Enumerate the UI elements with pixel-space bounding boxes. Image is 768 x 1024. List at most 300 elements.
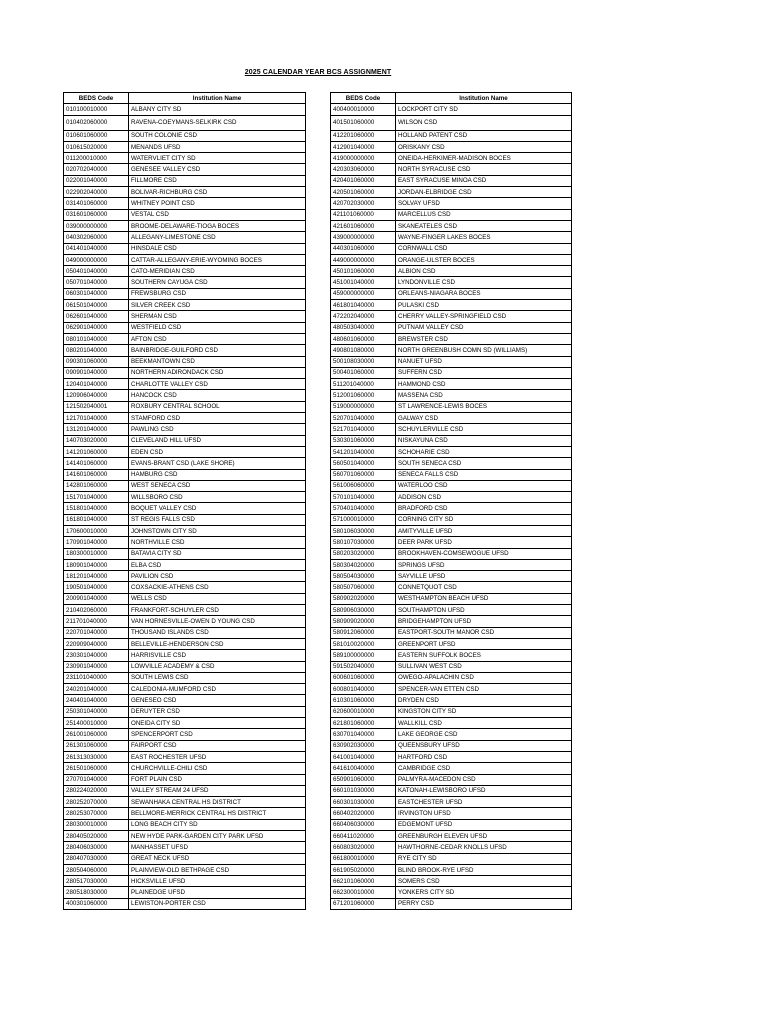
institution-name-cell: DEER PARK UFSD [396, 537, 572, 548]
institution-name-cell: VESTAL CSD [129, 209, 306, 220]
table-row [64, 627, 306, 638]
table-row [64, 831, 306, 842]
table-row [331, 153, 572, 164]
beds-code-cell: 181201040000 [64, 571, 129, 582]
institution-name-cell: HINSDALE CSD [129, 243, 306, 254]
table-row [64, 751, 306, 762]
beds-code-cell: 240401040000 [64, 695, 129, 706]
table-row [331, 582, 572, 593]
beds-code-cell: 661905020000 [331, 864, 396, 875]
beds-code-cell: 591502040000 [331, 661, 396, 672]
beds-code-cell: 420401060000 [331, 175, 396, 186]
table-row [331, 718, 572, 729]
table-row [64, 277, 306, 288]
beds-code-cell: 580203020000 [331, 548, 396, 559]
beds-code-cell: 630701040000 [331, 729, 396, 740]
institution-name-cell: LAKE GEORGE CSD [396, 729, 572, 740]
table-row [64, 593, 306, 604]
beds-code-cell: 480601060000 [331, 333, 396, 344]
institution-name-cell: SOUTH LEWIS CSD [129, 672, 306, 683]
beds-code-cell: 050401040000 [64, 266, 129, 277]
institution-name-cell: EASTERN SUFFOLK BOCES [396, 650, 572, 661]
beds-code-cell: 412201060000 [331, 130, 396, 141]
beds-code-cell: 580504030000 [331, 571, 396, 582]
institution-name-cell: HARTFORD CSD [396, 751, 572, 762]
table-row [64, 469, 306, 480]
bcs-table-left [63, 92, 306, 910]
beds-code-cell: 280253070000 [64, 808, 129, 819]
table-row [64, 808, 306, 819]
beds-code-cell: 280252070000 [64, 797, 129, 808]
beds-code-cell: 662300010000 [331, 887, 396, 898]
table-row [331, 842, 572, 853]
institution-name-cell: SUFFERN CSD [396, 367, 572, 378]
table-row [64, 887, 306, 898]
beds-code-cell: 230901040000 [64, 661, 129, 672]
table-row [331, 559, 572, 570]
beds-code-cell: 570401040000 [331, 503, 396, 514]
institution-name-cell: WATERLOO CSD [396, 480, 572, 491]
institution-name-cell: ORISKANY CSD [396, 141, 572, 152]
beds-code-cell: 022001040000 [64, 175, 129, 186]
beds-code-cell: 151801040000 [64, 503, 129, 514]
table-row [64, 559, 306, 570]
institution-name-cell: WILLSBORO CSD [129, 492, 306, 503]
table-row [64, 864, 306, 875]
institution-name-cell: CHERRY VALLEY-SPRINGFIELD CSD [396, 311, 572, 322]
beds-code-cell: 570101040000 [331, 492, 396, 503]
table-row [331, 650, 572, 661]
institution-name-cell: FILLMORE CSD [129, 175, 306, 186]
institution-name-cell: CORNING CITY SD [396, 514, 572, 525]
institution-name-cell: SOUTH COLONIE CSD [129, 130, 306, 141]
beds-code-cell: 261313030000 [64, 751, 129, 762]
institution-name-cell: LYNDONVILLE CSD [396, 277, 572, 288]
table-row [64, 164, 306, 175]
beds-code-cell: 090301060000 [64, 356, 129, 367]
beds-code-cell: 660101030000 [331, 785, 396, 796]
table-row [64, 333, 306, 344]
table-row [64, 153, 306, 164]
institution-name-cell: FRANKFORT-SCHUYLER CSD [129, 605, 306, 616]
table-row [64, 480, 306, 491]
table-row [331, 220, 572, 231]
beds-code-cell: 421101060000 [331, 209, 396, 220]
table-row [331, 672, 572, 683]
table-row [331, 458, 572, 469]
table-row [331, 187, 572, 198]
beds-code-cell: 581010020000 [331, 638, 396, 649]
beds-code-cell: 031601060000 [64, 209, 129, 220]
table-row [64, 661, 306, 672]
table-row [64, 605, 306, 616]
institution-name-cell: WESTFIELD CSD [129, 322, 306, 333]
table-row [64, 785, 306, 796]
institution-name-cell: GALWAY CSD [396, 413, 572, 424]
institution-name-cell: SEWANHAKA CENTRAL HS DISTRICT [129, 797, 306, 808]
table-row [64, 424, 306, 435]
table-row [331, 751, 572, 762]
institution-name-cell: ROXBURY CENTRAL SCHOOL [129, 401, 306, 412]
institution-name-cell: WHITNEY POINT CSD [129, 198, 306, 209]
beds-code-cell: 419000000000 [331, 153, 396, 164]
institution-name-cell: LEWISTON-PORTER CSD [129, 898, 306, 909]
institution-name-cell: ONEIDA-HERKIMER-MADISON BOCES [396, 153, 572, 164]
table-row [64, 898, 306, 909]
beds-code-cell: 421601060000 [331, 220, 396, 231]
institution-name-cell: SAYVILLE UFSD [396, 571, 572, 582]
institution-name-cell: PALMYRA-MACEDON CSD [396, 774, 572, 785]
institution-name-cell: SULLIVAN WEST CSD [396, 661, 572, 672]
institution-name-cell: PUTNAM VALLEY CSD [396, 322, 572, 333]
institution-name-cell: WILSON CSD [396, 115, 572, 130]
table-row [64, 266, 306, 277]
institution-name-cell: RYE CITY SD [396, 853, 572, 864]
table-row [331, 503, 572, 514]
institution-name-cell: WEST SENECA CSD [129, 480, 306, 491]
beds-code-cell: 062901040000 [64, 322, 129, 333]
beds-code-cell: 580902020000 [331, 593, 396, 604]
institution-name-cell: DRYDEN CSD [396, 695, 572, 706]
institution-name-cell: CONNETQUOT CSD [396, 582, 572, 593]
beds-code-cell: 420501060000 [331, 187, 396, 198]
institution-name-cell: EDGEMONT UFSD [396, 819, 572, 830]
beds-code-cell: 650901060000 [331, 774, 396, 785]
table-row [64, 254, 306, 265]
institution-name-cell: CAMBRIDGE CSD [396, 763, 572, 774]
beds-code-cell: 121502040001 [64, 401, 129, 412]
table-row [64, 876, 306, 887]
institution-name-cell: NORTH SYRACUSE CSD [396, 164, 572, 175]
beds-code-cell: 400301060000 [64, 898, 129, 909]
header-beds-code: BEDS Code [331, 93, 396, 104]
institution-name-cell: ONEIDA CITY SD [129, 718, 306, 729]
beds-code-cell: 270701040000 [64, 774, 129, 785]
table-row [331, 379, 572, 390]
beds-code-cell: 580106030000 [331, 525, 396, 536]
beds-code-cell: 580909020000 [331, 616, 396, 627]
table-row [331, 345, 572, 356]
institution-name-cell: WELLS CSD [129, 593, 306, 604]
institution-name-cell: ALLEGANY-LIMESTONE CSD [129, 232, 306, 243]
table-row [331, 616, 572, 627]
institution-name-cell: ORANGE-ULSTER BOCES [396, 254, 572, 265]
table-row [331, 333, 572, 344]
beds-code-cell: 080201040000 [64, 345, 129, 356]
table-row [64, 115, 306, 130]
institution-name-cell: KINGSTON CITY SD [396, 706, 572, 717]
header-institution-name: Institution Name [129, 93, 306, 104]
beds-code-cell: 062601040000 [64, 311, 129, 322]
beds-code-cell: 040302060000 [64, 232, 129, 243]
institution-name-cell: SHERMAN CSD [129, 311, 306, 322]
table-row [331, 356, 572, 367]
institution-name-cell: PLAINEDGE UFSD [129, 887, 306, 898]
institution-name-cell: HICKSVILLE UFSD [129, 876, 306, 887]
beds-code-cell: 511201040000 [331, 379, 396, 390]
table-row [331, 367, 572, 378]
institution-name-cell: NANUET UFSD [396, 356, 572, 367]
institution-name-cell: SOUTHAMPTON UFSD [396, 605, 572, 616]
table-row [331, 785, 572, 796]
institution-name-cell: ADDISON CSD [396, 492, 572, 503]
table-row [331, 605, 572, 616]
beds-code-cell: 061501040000 [64, 300, 129, 311]
beds-code-cell: 180901040000 [64, 559, 129, 570]
table-row [331, 661, 572, 672]
table-row [331, 887, 572, 898]
table-row [64, 175, 306, 186]
beds-code-cell: 660402020000 [331, 808, 396, 819]
beds-code-cell: 031401060000 [64, 198, 129, 209]
table-row [64, 390, 306, 401]
table-row [64, 819, 306, 830]
table-row [64, 187, 306, 198]
table-row [64, 853, 306, 864]
institution-name-cell: DERUYTER CSD [129, 706, 306, 717]
institution-name-cell: IRVINGTON UFSD [396, 808, 572, 819]
institution-name-cell: ORLEANS-NIAGARA BOCES [396, 288, 572, 299]
table-row [64, 288, 306, 299]
institution-name-cell: BREWSTER CSD [396, 333, 572, 344]
table-row [331, 141, 572, 152]
beds-code-cell: 630902030000 [331, 740, 396, 751]
beds-code-cell: 451001040000 [331, 277, 396, 288]
table-row [331, 593, 572, 604]
beds-code-cell: 010601060000 [64, 130, 129, 141]
table-row [64, 537, 306, 548]
beds-code-cell: 251400010000 [64, 718, 129, 729]
institution-name-cell: VALLEY STREAM 24 UFSD [129, 785, 306, 796]
institution-name-cell: MANHASSET UFSD [129, 842, 306, 853]
table-row [331, 243, 572, 254]
beds-code-cell: 142801060000 [64, 480, 129, 491]
table-row [331, 684, 572, 695]
beds-code-cell: 660301030000 [331, 797, 396, 808]
institution-name-cell: SOUTH SENECA CSD [396, 458, 572, 469]
table-row [331, 300, 572, 311]
table-row [331, 729, 572, 740]
institution-name-cell: EAST SYRACUSE MINOA CSD [396, 175, 572, 186]
institution-name-cell: BELLMORE-MERRICK CENTRAL HS DISTRICT [129, 808, 306, 819]
institution-name-cell: FORT PLAIN CSD [129, 774, 306, 785]
institution-name-cell: PERRY CSD [396, 898, 572, 909]
table-row [64, 503, 306, 514]
institution-name-cell: PLAINVIEW-OLD BETHPAGE CSD [129, 864, 306, 875]
beds-code-cell: 170600010000 [64, 525, 129, 536]
beds-code-cell: 660406030000 [331, 819, 396, 830]
table-row [331, 104, 572, 115]
table-row [331, 819, 572, 830]
table-row [331, 774, 572, 785]
institution-name-cell: BELLEVILLE-HENDERSON CSD [129, 638, 306, 649]
table-row [331, 198, 572, 209]
beds-code-cell: 521701040000 [331, 424, 396, 435]
institution-name-cell: HANCOCK CSD [129, 390, 306, 401]
beds-code-cell: 161801040000 [64, 514, 129, 525]
institution-name-cell: CHARLOTTE VALLEY CSD [129, 379, 306, 390]
table-row [331, 740, 572, 751]
institution-name-cell: NISKAYUNA CSD [396, 435, 572, 446]
institution-name-cell: MENANDS UFSD [129, 141, 306, 152]
table-row [64, 209, 306, 220]
beds-code-cell: 120906040000 [64, 390, 129, 401]
beds-code-cell: 662101060000 [331, 876, 396, 887]
table-row [64, 706, 306, 717]
beds-code-cell: 530301060000 [331, 435, 396, 446]
beds-code-cell: 280405020000 [64, 831, 129, 842]
table-row [64, 345, 306, 356]
beds-code-cell: 230301040000 [64, 650, 129, 661]
table-row [64, 458, 306, 469]
institution-name-cell: SKANEATELES CSD [396, 220, 572, 231]
table-row [331, 480, 572, 491]
institution-name-cell: ELBA CSD [129, 559, 306, 570]
institution-name-cell: BOQUET VALLEY CSD [129, 503, 306, 514]
table-row [64, 232, 306, 243]
beds-code-cell: 280407030000 [64, 853, 129, 864]
table-row [64, 797, 306, 808]
table-row [331, 763, 572, 774]
bcs-table-right [330, 92, 572, 910]
institution-name-cell: EASTCHESTER UFSD [396, 797, 572, 808]
table-row [331, 424, 572, 435]
institution-name-cell: BROOME-DELAWARE-TIOGA BOCES [129, 220, 306, 231]
beds-code-cell: 561006060000 [331, 480, 396, 491]
table-row [331, 277, 572, 288]
table-row [331, 876, 572, 887]
beds-code-cell: 220909040000 [64, 638, 129, 649]
institution-name-cell: SPENCER-VAN ETTEN CSD [396, 684, 572, 695]
institution-name-cell: ST LAWRENCE-LEWIS BOCES [396, 401, 572, 412]
institution-name-cell: GENESEE VALLEY CSD [129, 164, 306, 175]
beds-code-cell: 280406030000 [64, 842, 129, 853]
table-row [64, 774, 306, 785]
table-row [64, 525, 306, 536]
table-row [64, 300, 306, 311]
beds-code-cell: 600801040000 [331, 684, 396, 695]
beds-code-cell: 641610040000 [331, 763, 396, 774]
table-row [331, 853, 572, 864]
beds-code-cell: 141601060000 [64, 469, 129, 480]
beds-code-cell: 580507060000 [331, 582, 396, 593]
beds-code-cell: 210402060000 [64, 605, 129, 616]
table-row [64, 582, 306, 593]
beds-code-cell: 120401040000 [64, 379, 129, 390]
beds-code-cell: 020702040000 [64, 164, 129, 175]
beds-code-cell: 412901040000 [331, 141, 396, 152]
beds-code-cell: 560501040000 [331, 458, 396, 469]
beds-code-cell: 010402060000 [64, 115, 129, 130]
beds-code-cell: 190501040000 [64, 582, 129, 593]
table-row [331, 435, 572, 446]
institution-name-cell: EAST ROCHESTER UFSD [129, 751, 306, 762]
institution-name-cell: GENESEO CSD [129, 695, 306, 706]
beds-code-cell: 420303060000 [331, 164, 396, 175]
institution-name-cell: RAVENA-COEYMANS-SELKIRK CSD [129, 115, 306, 130]
beds-code-cell: 141201060000 [64, 446, 129, 457]
table-row [331, 164, 572, 175]
table-row [331, 322, 572, 333]
beds-code-cell: 280504060000 [64, 864, 129, 875]
institution-name-cell: ST REGIS FALLS CSD [129, 514, 306, 525]
institution-name-cell: SENECA FALLS CSD [396, 469, 572, 480]
institution-name-cell: MARCELLUS CSD [396, 209, 572, 220]
table-row [331, 898, 572, 909]
beds-code-cell: 600601060000 [331, 672, 396, 683]
beds-code-cell: 022902040000 [64, 187, 129, 198]
table-row [64, 446, 306, 457]
beds-code-cell: 049000000000 [64, 254, 129, 265]
table-row [331, 537, 572, 548]
institution-name-cell: OWEGO-APALACHIN CSD [396, 672, 572, 683]
beds-code-cell: 519000000000 [331, 401, 396, 412]
table-row [331, 401, 572, 412]
institution-name-cell: WAYNE-FINGER LAKES BOCES [396, 232, 572, 243]
table-row [64, 311, 306, 322]
table-row [331, 469, 572, 480]
table-row [331, 175, 572, 186]
table-row [64, 492, 306, 503]
institution-name-cell: CLEVELAND HILL UFSD [129, 435, 306, 446]
institution-name-cell: VAN HORNESVILLE-OWEN D YOUNG CSD [129, 616, 306, 627]
beds-code-cell: 440301060000 [331, 243, 396, 254]
institution-name-cell: BEEKMANTOWN CSD [129, 356, 306, 367]
table-row [64, 435, 306, 446]
beds-code-cell: 090901040000 [64, 367, 129, 378]
institution-name-cell: ALBION CSD [396, 266, 572, 277]
table-row [331, 390, 572, 401]
institution-name-cell: NORTHVILLE CSD [129, 537, 306, 548]
table-row [331, 638, 572, 649]
table-row [64, 356, 306, 367]
table-row [331, 548, 572, 559]
beds-code-cell: 141401060000 [64, 458, 129, 469]
beds-code-cell: 541201040000 [331, 446, 396, 457]
institution-name-cell: GREENBURGH ELEVEN UFSD [396, 831, 572, 842]
institution-name-cell: BROOKHAVEN-COMSEWOGUE UFSD [396, 548, 572, 559]
beds-code-cell: 571000010000 [331, 514, 396, 525]
beds-code-cell: 500401060000 [331, 367, 396, 378]
institution-name-cell: SPRINGS UFSD [396, 559, 572, 570]
table-row [64, 243, 306, 254]
page-title: 2025 CALENDAR YEAR BCS ASSIGNMENT [244, 69, 392, 76]
table-row [64, 571, 306, 582]
table-row [64, 367, 306, 378]
beds-code-cell: 661800010000 [331, 853, 396, 864]
beds-code-cell: 400400010000 [331, 104, 396, 115]
beds-code-cell: 641001040000 [331, 751, 396, 762]
table-row [331, 514, 572, 525]
beds-code-cell: 610301060000 [331, 695, 396, 706]
beds-code-cell: 039000000000 [64, 220, 129, 231]
institution-name-cell: GREAT NECK UFSD [129, 853, 306, 864]
beds-code-cell: 461801040000 [331, 300, 396, 311]
table-row [64, 220, 306, 231]
table-row [64, 740, 306, 751]
beds-code-cell: 170901040000 [64, 537, 129, 548]
institution-name-cell: SOLVAY UFSD [396, 198, 572, 209]
table-row [331, 266, 572, 277]
table-row [331, 130, 572, 141]
table-row [331, 492, 572, 503]
header-institution-name: Institution Name [396, 93, 572, 104]
institution-name-cell: ALBANY CITY SD [129, 104, 306, 115]
beds-code-cell: 080101040000 [64, 333, 129, 344]
institution-name-cell: EDEN CSD [129, 446, 306, 457]
institution-name-cell: GREENPORT UFSD [396, 638, 572, 649]
institution-name-cell: SCHOHARIE CSD [396, 446, 572, 457]
